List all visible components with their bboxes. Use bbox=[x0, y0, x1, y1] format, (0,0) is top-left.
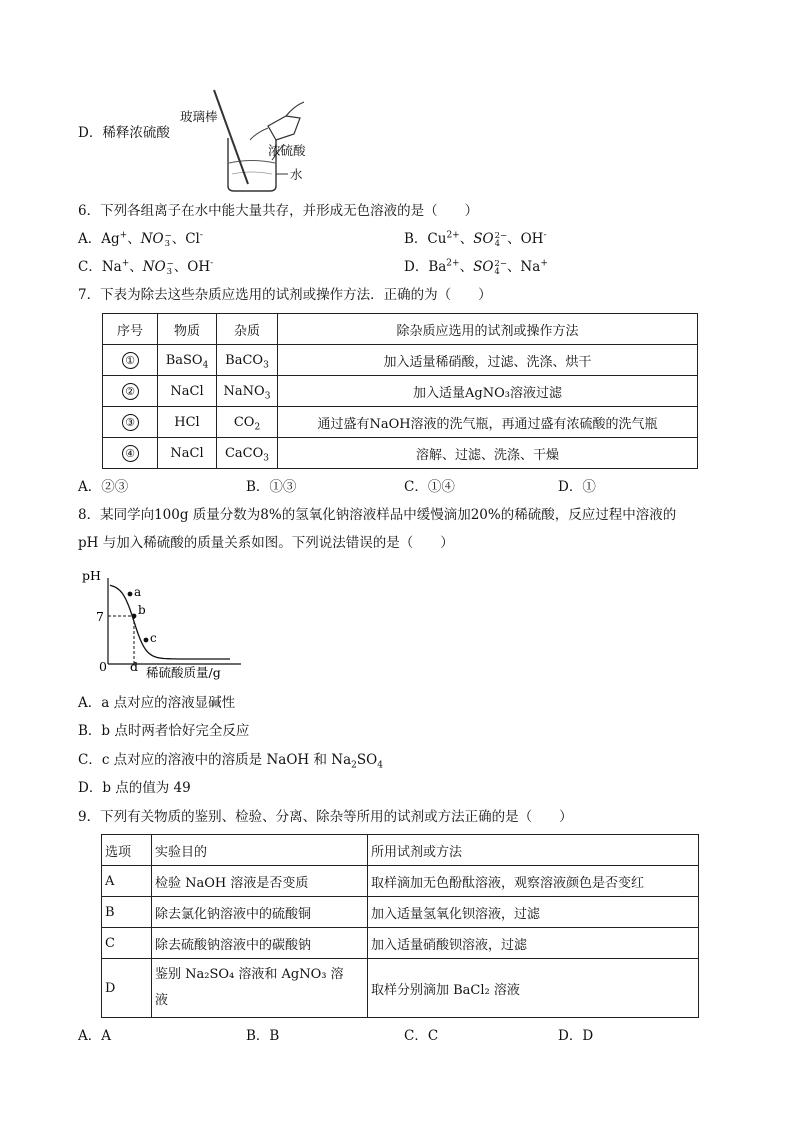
q7-option-a: A．②③ bbox=[78, 479, 129, 495]
y-axis-label: pH bbox=[82, 568, 101, 583]
th-substance: 物质 bbox=[158, 314, 217, 345]
q6-option-c: C．Na+、NO− 3 、OH- bbox=[78, 258, 214, 277]
th-option: 选项 bbox=[102, 835, 152, 866]
acid-bottle bbox=[268, 116, 300, 140]
q5-option-d: D．稀释浓硫酸 bbox=[78, 125, 170, 141]
cell-method: 加入适量硝酸钡溶液，过滤 bbox=[368, 928, 699, 959]
q6-option-a: A．Ag+、NO− 3 、Cl- bbox=[78, 230, 203, 249]
q8-option-d: D．b 点的值为 49 bbox=[78, 780, 191, 796]
row-number: ③ bbox=[122, 414, 139, 431]
q8-stem-line1: 8．某同学向100g 质量分数为8%的氢氧化钠溶液样品中缓慢滴加20%的稀硫酸，反应过程中溶液的 bbox=[78, 507, 677, 523]
dilution-figure bbox=[176, 78, 326, 198]
cell-method: 通过盛有NaOH溶液的洗气瓶，再通过盛有浓硫酸的洗气瓶 bbox=[278, 407, 698, 438]
table-row bbox=[103, 345, 698, 376]
row-number: ② bbox=[122, 383, 139, 400]
table-row bbox=[103, 376, 698, 407]
table-row bbox=[102, 959, 699, 1018]
point-b bbox=[132, 614, 137, 619]
table-row bbox=[102, 866, 699, 897]
cell-substance: BaSO$_4$ bbox=[158, 345, 217, 376]
cell-option: C bbox=[102, 928, 152, 959]
q9-option-b: B．B bbox=[246, 1028, 280, 1044]
th-goal: 实验目的 bbox=[152, 835, 368, 866]
q9-option-a: A．A bbox=[78, 1028, 111, 1044]
table-row bbox=[103, 407, 698, 438]
point-a bbox=[128, 592, 133, 597]
table-header-row bbox=[102, 835, 699, 866]
q7-stem: 7．下表为除去这些杂质应选用的试剂或操作方法．正确的为（ ） bbox=[78, 287, 492, 303]
row-number: ④ bbox=[122, 445, 139, 462]
x-tick-d: d bbox=[130, 659, 139, 674]
q6-stem: 6．下列各组离子在水中能大量共存，并形成无色溶液的是（ ） bbox=[78, 203, 479, 219]
label-glass-rod: 玻璃棒 bbox=[180, 109, 218, 124]
cell-option: D bbox=[102, 959, 152, 1018]
q9-table bbox=[101, 834, 699, 1018]
cell-impurity: CaCO$_3$ bbox=[217, 438, 278, 469]
table-row bbox=[103, 438, 698, 469]
cell-goal: 检验 NaOH 溶液是否变质 bbox=[152, 866, 368, 897]
cell-impurity: $CO_2$ bbox=[217, 407, 278, 438]
th-impurity: 杂质 bbox=[217, 314, 278, 345]
cell-method: 加入适量氢氧化钡溶液，过滤 bbox=[368, 897, 699, 928]
q8-option-c: C．c 点对应的溶液中的溶质是 NaOH 和 $Na_2SO_4$ bbox=[78, 752, 383, 771]
table-row bbox=[102, 897, 699, 928]
th-no: 序号 bbox=[103, 314, 158, 345]
point-c bbox=[144, 638, 149, 643]
q8-option-a: A．a 点对应的溶液显碱性 bbox=[78, 695, 236, 711]
point-b-label: b bbox=[138, 603, 146, 617]
cell-goal: 鉴别 Na₂SO₄ 溶液和 AgNO₃ 溶 液 bbox=[152, 959, 368, 1018]
q8-option-b: B．b 点时两者恰好完全反应 bbox=[78, 723, 250, 739]
x-axis-label: 稀硫酸质量/g bbox=[146, 665, 221, 680]
q8-stem-line2: pH 与加入稀硫酸的质量关系如图。下列说法错误的是（ ） bbox=[78, 535, 454, 551]
ph-chart bbox=[76, 564, 246, 682]
q6-option-b: B．$Cu^{2+}$、SO2− 4 、OH- bbox=[404, 230, 547, 249]
q7-table bbox=[102, 313, 698, 469]
cell-substance: NaCl bbox=[158, 376, 217, 407]
cell-impurity: BaCO$_3$ bbox=[217, 345, 278, 376]
cell-goal: 除去氯化钠溶液中的硫酸铜 bbox=[152, 897, 368, 928]
cell-method: 加入适量稀硝酸，过滤、洗涤、烘干 bbox=[278, 345, 698, 376]
q9-stem: 9．下列有关物质的鉴别、检验、分离、除杂等所用的试剂或方法正确的是（ ） bbox=[78, 809, 573, 825]
cell-method: 加入适量AgNO₃溶液过滤 bbox=[278, 376, 698, 407]
origin-label: 0 bbox=[99, 659, 107, 674]
cell-substance: NaCl bbox=[158, 438, 217, 469]
cell-method: 溶解、过滤、洗涤、干燥 bbox=[278, 438, 698, 469]
cell-option: B bbox=[102, 897, 152, 928]
cell-method: 取样滴加无色酚酞溶液，观察溶液颜色是否变红 bbox=[368, 866, 699, 897]
q7-option-d: D．① bbox=[558, 479, 596, 495]
glass-rod bbox=[214, 90, 248, 184]
water-surface bbox=[229, 161, 275, 164]
cell-goal: 除去硫酸钠溶液中的碳酸钠 bbox=[152, 928, 368, 959]
cell-impurity: NaNO$_3$ bbox=[217, 376, 278, 407]
ph-curve bbox=[110, 585, 230, 659]
y-tick-7: 7 bbox=[96, 609, 104, 624]
th-method: 所用试剂或方法 bbox=[368, 835, 699, 866]
th-method: 除杂质应选用的试剂或操作方法 bbox=[278, 314, 698, 345]
q7-option-c: C．①④ bbox=[404, 479, 455, 495]
table-row bbox=[102, 928, 699, 959]
cell-option: A bbox=[102, 866, 152, 897]
label-water: 水 bbox=[290, 167, 303, 182]
table-header-row bbox=[103, 314, 698, 345]
cell-substance: HCl bbox=[158, 407, 217, 438]
row-number: ① bbox=[122, 352, 139, 369]
label-conc-acid: 浓硫酸 bbox=[268, 143, 306, 158]
beaker-figure-svg bbox=[176, 78, 326, 198]
q9-option-c: C．C bbox=[404, 1028, 439, 1044]
q9-option-d: D．D bbox=[558, 1028, 594, 1044]
cell-method: 取样分别滴加 BaCl₂ 溶液 bbox=[368, 959, 699, 1018]
point-c-label: c bbox=[150, 631, 157, 645]
q6-option-d: D．$Ba^{2+}$、SO2− 4 、Na+ bbox=[404, 258, 548, 277]
point-a-label: a bbox=[134, 585, 142, 599]
q7-option-b: B．①③ bbox=[246, 479, 297, 495]
